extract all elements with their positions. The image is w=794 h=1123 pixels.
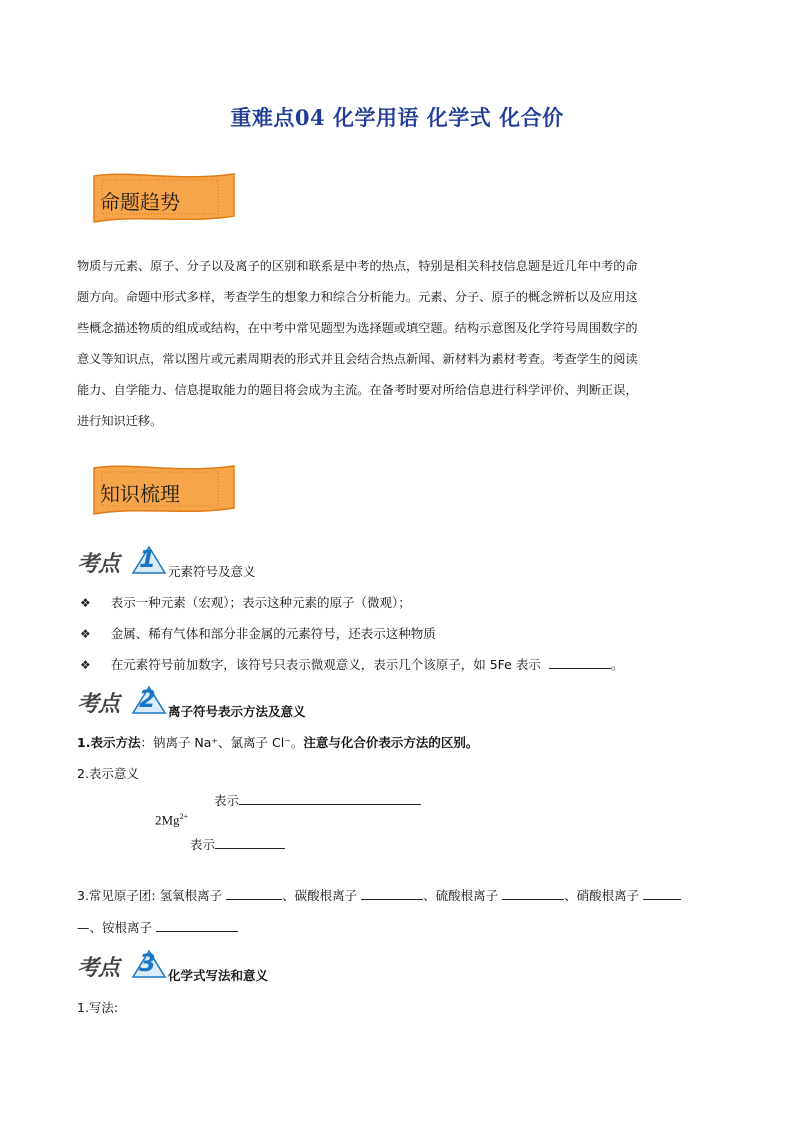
sentence-end: 。 [610,657,624,672]
kd2-method-row [77,733,478,751]
group-label: 、硫酸根离子 [423,888,499,903]
kaodian-3-badge [77,949,169,979]
kaodian-label: 考点 [77,692,120,717]
diamond-bullet-icon: ❖ [80,596,91,610]
kd1-bullet-row [80,624,436,642]
intro-line: 物质与元素、原子、分子以及离子的区别和联系是中考的热点，特别是相关科技信息题是近几年中考的命 [77,259,638,273]
method-text: ：钠离子 Na⁺、氯离子 Cl⁻。 [140,735,304,750]
bullet-text: 金属、稀有气体和部分非金属的元素符号，还表示这种物质 [110,626,436,641]
intro-paragraph [77,251,717,437]
method-note: 注意与化合价表示方法的区别。 [303,735,479,750]
kaodian-1-badge [77,545,169,575]
kaodian-number: 2 [139,685,156,713]
banner-trend-text: 命题趋势 [100,190,180,214]
group-label: 、碳酸根离子 [282,888,358,903]
kd2-groups-row-2 [77,918,238,936]
kd3-title: 化学式写法和意义 [168,968,269,983]
ion-charge: 2+ [179,812,189,821]
meaning-text: 表示 [214,793,240,808]
ion-symbol [155,812,188,828]
kd2-groups-row [77,886,681,904]
intro-line: 进行知识迁移。 [77,414,163,428]
kaodian-number: 1 [139,545,156,573]
method-label: 1.表示方法 [77,735,141,750]
kaodian-number: 3 [139,949,156,977]
kaodian-label: 考点 [77,552,120,577]
intro-line: 能力、自学能力、信息提取能力的题目将会成为主流。在备考时要对所给信息进行科学评价、判断正误， [77,383,638,397]
kd2-meaning-label: 2.表示意义 [77,766,139,781]
answer-blank[interactable] [643,887,681,900]
bullet-text: 表示一种元素（宏观）；表示这种元素的原子（微观）； [110,595,411,610]
answer-blank[interactable] [226,887,282,900]
kd2-title: 离子符号表示方法及意义 [168,704,306,719]
answer-blank[interactable] [239,792,421,805]
answer-blank[interactable] [215,836,285,849]
banner-knowledge-text: 知识梳理 [100,482,180,506]
group-label: 、硝酸根离子 [564,888,640,903]
banner-trend [88,170,238,226]
kd1-title: 元素符号及意义 [168,564,256,579]
answer-blank[interactable] [361,887,423,900]
meaning-text: 表示 [190,837,216,852]
kaodian-label: 考点 [77,956,120,981]
kaodian-2-badge [77,685,169,715]
meaning-row-1 [214,791,421,809]
answer-blank[interactable] [502,887,564,900]
page-title: 重难点04 化学用语 化学式 化合价 [230,105,564,130]
bullet-text: 在元素符号前加数字，该符号只表示微观意义，表示几个该原子，如 5Fe 表示 [110,657,541,672]
diamond-bullet-icon: ❖ [80,658,91,672]
kd3-write-label: 1.写法: [77,1000,119,1015]
groups-prefix: 3.常见原子团: 氢氧根离子 [77,888,223,903]
answer-blank[interactable] [549,656,611,669]
answer-blank[interactable] [156,919,238,932]
ion-formula: 2Mg [155,812,180,828]
diamond-bullet-icon: ❖ [80,627,91,641]
intro-line: 意义等知识点，常以图片或元素周期表的形式并且会结合热点新闻、新材料为素材考查。考查学生的阅读 [77,352,638,366]
kd1-bullet-row [80,593,411,611]
kd1-bullet-row [80,655,623,673]
groups-end: —、铵根离子 [77,920,153,935]
intro-line: 些概念描述物质的组成或结构，在中考中常见题型为选择题或填空题。结构示意图及化学符号周围数字的 [77,321,638,335]
banner-knowledge [88,462,238,518]
intro-line: 题方向。命题中形式多样，考查学生的想象力和综合分析能力。元素、分子、原子的概念辨析以及应用这 [77,290,638,304]
meaning-row-2 [190,835,285,853]
